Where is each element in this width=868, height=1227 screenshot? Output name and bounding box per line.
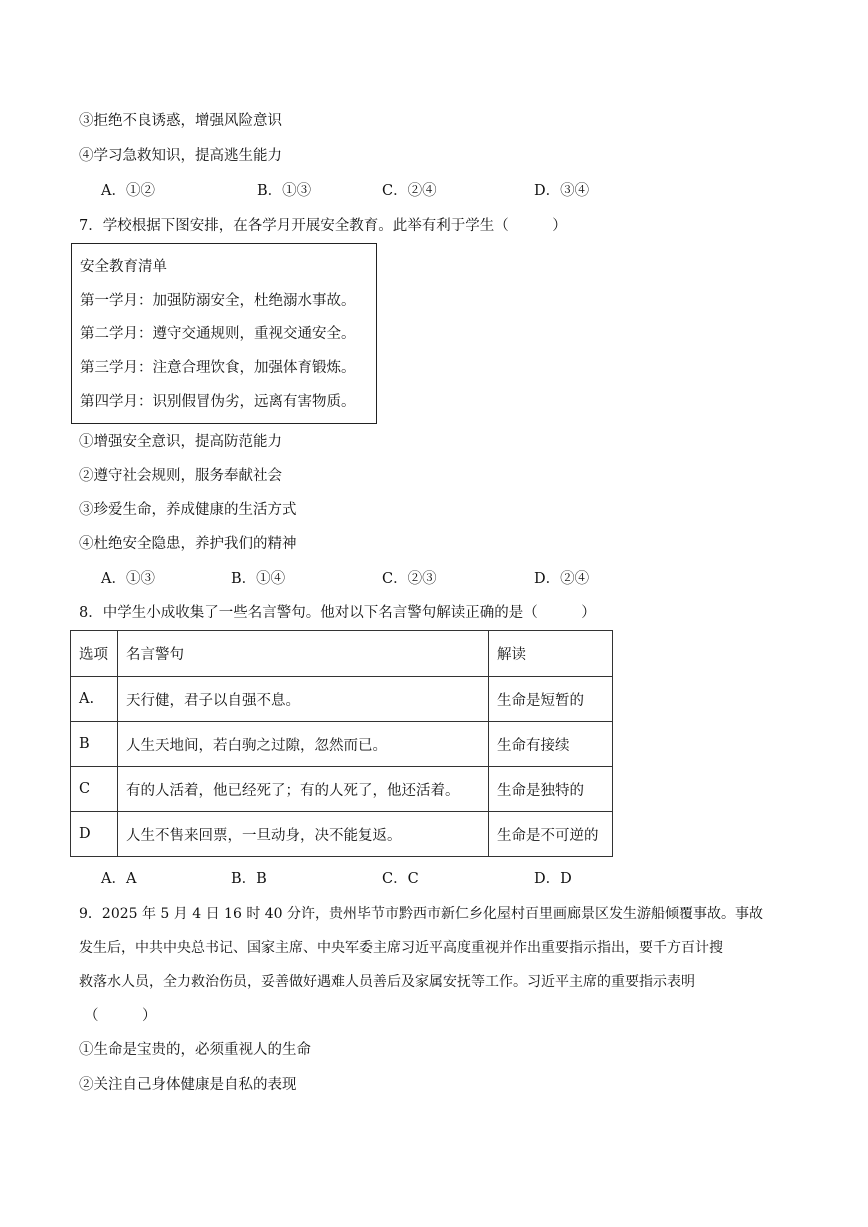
table-row: [71, 722, 613, 767]
q6-item-4: ④学习急救知识，提高逃生能力: [79, 148, 282, 164]
q8-option-b: B．B: [231, 871, 267, 887]
q7-box-line-4: 第四学月：识别假冒伪劣，远离有害物质。: [80, 394, 356, 410]
q8-stem: 8．中学生小成收集了一些名言警句。他对以下名言警句解读正确的是（ ）: [79, 605, 596, 621]
q6-option-d: D．③④: [534, 183, 590, 199]
q7-item-1: ①增强安全意识，提高防范能力: [79, 434, 282, 450]
q9-stem-line-3: 救落水人员，全力救治伤员，妥善做好遇难人员善后及家属安抚等工作。习近平主席的重要指示表明: [79, 974, 695, 990]
header-cell-interpretation: 解读: [489, 631, 613, 677]
q6-option-b: B．①③: [257, 183, 312, 199]
table-cell: 天行健，君子以自强不息。: [118, 677, 489, 722]
q9-stem-line-2: 发生后，中共中央总书记、国家主席、中央军委主席习近平高度重视并作出重要指示指出，要千方百计搜: [79, 940, 723, 956]
table-cell: 生命是短暂的: [489, 677, 613, 722]
q9-stem-line-1: 9．2025 年 5 月 4 日 16 时 40 分许，贵州毕节市黔西市新仁乡化屋村百里画廊景区发生游船倾覆事故。事故: [79, 906, 764, 922]
q7-option-d: D．②④: [534, 571, 590, 587]
table-cell: C: [71, 767, 118, 812]
q8-option-d: D．D: [534, 871, 572, 887]
table-cell: A.: [71, 677, 118, 722]
q7-item-2: ②遵守社会规则，服务奉献社会: [79, 468, 282, 484]
table-row: [71, 677, 613, 722]
q9-item-2: ②关注自己身体健康是自私的表现: [79, 1077, 297, 1093]
header-cell-quote: 名言警句: [118, 631, 489, 677]
q8-table: [70, 630, 613, 857]
table-cell: 生命是不可逆的: [489, 812, 613, 857]
q7-item-4: ④杜绝安全隐患，养护我们的精神: [79, 536, 297, 552]
q9-item-1: ①生命是宝贵的，必须重视人的生命: [79, 1042, 311, 1058]
q6-option-c: C．②④: [382, 183, 437, 199]
q7-box-line-3: 第三学月：注意合理饮食，加强体育锻炼。: [80, 360, 356, 376]
table-cell: B: [71, 722, 118, 767]
table-cell: 人生天地间，若白驹之过隙，忽然而已。: [118, 722, 489, 767]
table-row: [71, 767, 613, 812]
q6-item-3: ③拒绝不良诱惑，增强风险意识: [79, 113, 282, 129]
q8-option-a: A．A: [101, 871, 137, 887]
q7-option-b: B．①④: [231, 571, 286, 587]
q7-item-3: ③珍爱生命，养成健康的生活方式: [79, 502, 297, 518]
q9-answer-bracket: （ ）: [84, 1008, 157, 1024]
table-header-row: [71, 631, 613, 677]
table-cell: 生命是独特的: [489, 767, 613, 812]
table-cell: 生命有接续: [489, 722, 613, 767]
table-cell: 有的人活着，他已经死了；有的人死了，他还活着。: [118, 767, 489, 812]
table-cell: D: [71, 812, 118, 857]
q7-option-a: A．①③: [101, 571, 155, 587]
table-cell: 人生不售来回票，一旦动身，决不能复返。: [118, 812, 489, 857]
q7-stem: 7．学校根据下图安排，在各学月开展安全教育。此举有利于学生（ ）: [79, 218, 567, 234]
q7-option-c: C．②③: [382, 571, 437, 587]
q6-option-a: A．①②: [101, 183, 155, 199]
q7-safety-list-box: [71, 243, 377, 424]
q7-box-line-1: 第一学月：加强防溺安全，杜绝溺水事故。: [80, 293, 356, 309]
table-row: [71, 812, 613, 857]
header-cell-option: 选项: [71, 631, 118, 677]
q8-option-c: C．C: [382, 871, 419, 887]
q7-box-title: 安全教育清单: [80, 259, 167, 275]
q7-box-line-2: 第二学月：遵守交通规则，重视交通安全。: [80, 326, 356, 342]
